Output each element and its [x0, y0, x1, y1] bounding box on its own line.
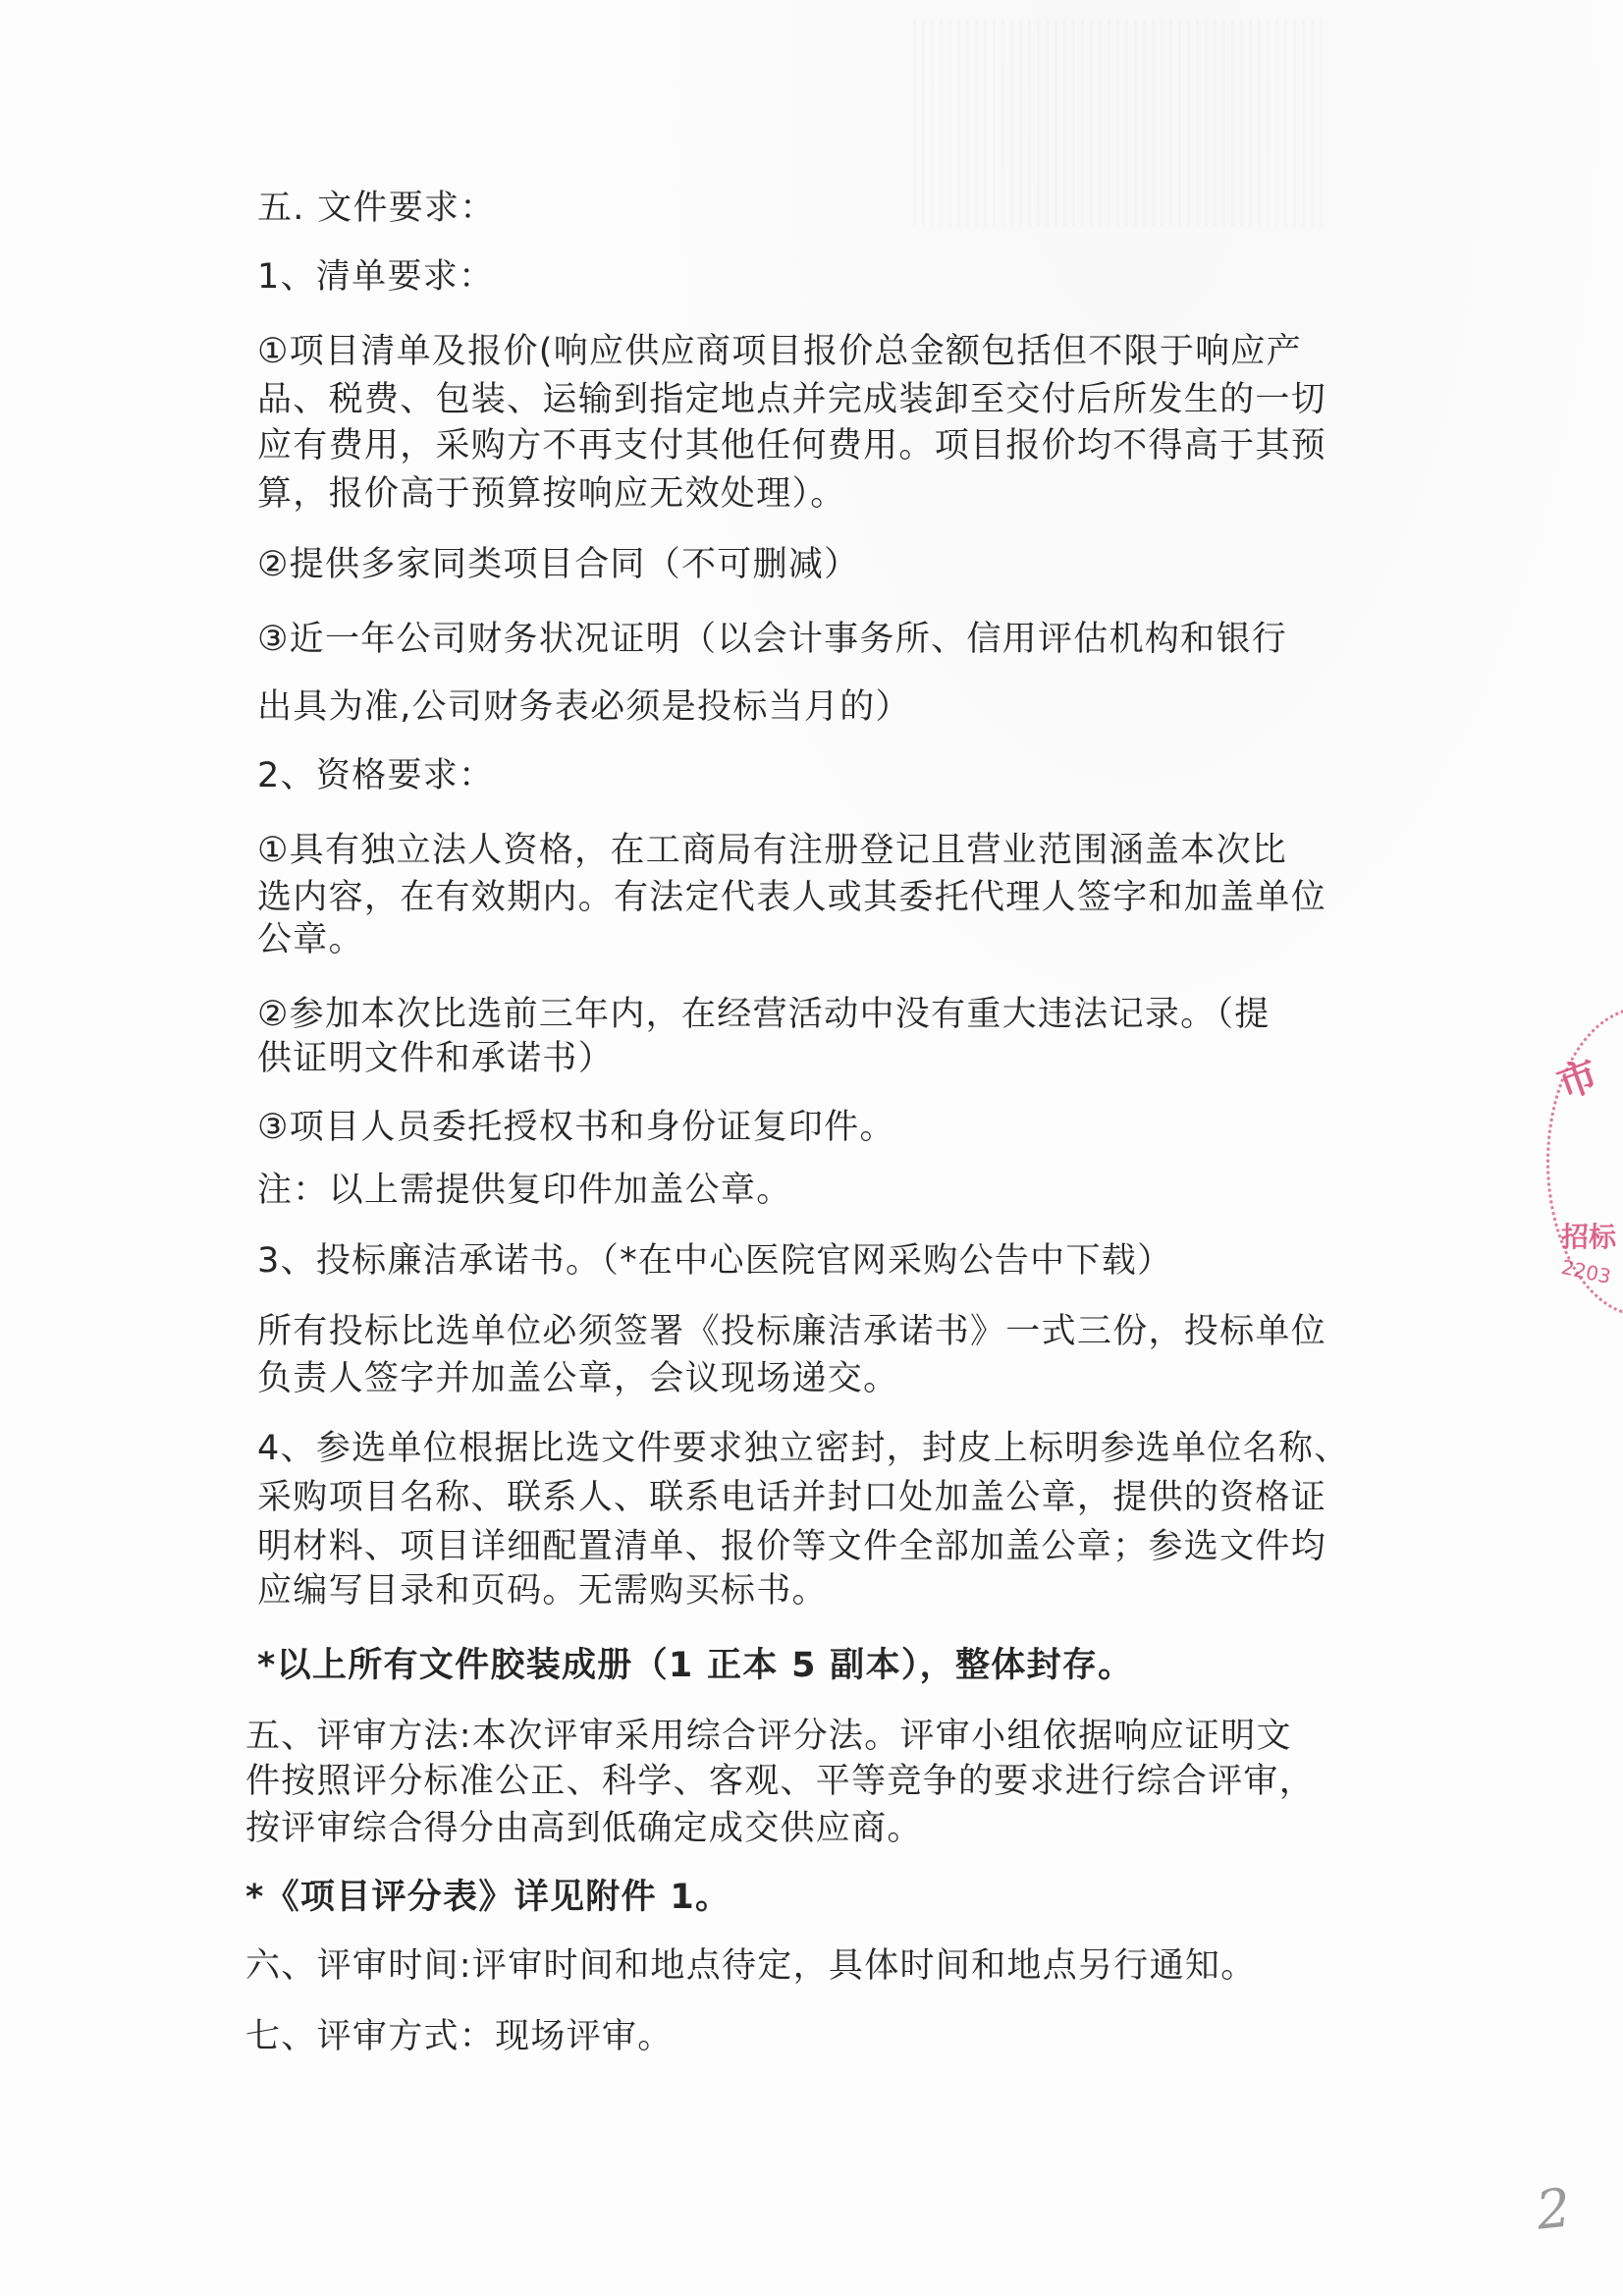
qualification-item-2-line-2: 供证明文件和承诺书） [257, 1039, 615, 1078]
review-mode: 七、评审方式：现场评审。 [245, 2017, 674, 2056]
sealing-line-1: 4、参选单位根据比选文件要求独立密封，封皮上标明参选单位名称、 [257, 1429, 1350, 1468]
handwritten-page-number: 2 [1533, 2176, 1574, 2242]
integrity-body-line-1: 所有投标比选单位必须签署《投标廉洁承诺书》一式三份，投标单位 [257, 1312, 1327, 1351]
qualification-item-1-line-2: 选内容，在有效期内。有法定代表人或其委托代理人签字和加盖单位 [257, 878, 1327, 917]
stamp-char-tender: 招标 [1561, 1221, 1617, 1253]
scan-bleed-through [913, 20, 1325, 226]
stamp-char-city: 市 [1551, 1052, 1604, 1109]
review-method-line-3: 按评审综合得分由高到低确定成交供应商。 [245, 1809, 923, 1848]
list-item-3-line-2: 出具为准,公司财务表必须是投标当月的） [257, 687, 911, 727]
list-item-1-line-3: 应有费用，采购方不再支付其他任何费用。项目报价均不得高于其预 [257, 426, 1327, 465]
integrity-body-line-2: 负责人签字并加盖公章，会议现场递交。 [257, 1359, 899, 1398]
review-method-line-1: 五、评审方法:本次评审采用综合评分法。评审小组依据响应证明文 [245, 1717, 1292, 1756]
list-item-3-line-1: ③近一年公司财务状况证明（以会计事务所、信用评估机构和银行 [257, 620, 1288, 659]
qualification-item-3: ③项目人员委托授权书和身份证复印件。 [257, 1108, 895, 1147]
review-method-line-2: 件按照评分标准公正、科学、客观、平等竞争的要求进行综合评审， [245, 1762, 1316, 1801]
qualification-item-2-line-1: ②参加本次比选前三年内，在经营活动中没有重大违法记录。（提 [257, 995, 1271, 1034]
qualification-note: 注：以上需提供复印件加盖公章。 [257, 1171, 792, 1210]
list-item-1-line-1: ①项目清单及报价(响应供应商项目报价总金额包括但不限于响应产 [257, 332, 1303, 371]
official-seal-stamp [1546, 1007, 1623, 1317]
sealing-line-3: 明材料、项目详细配置清单、报价等文件全部加盖公章；参选文件均 [257, 1527, 1327, 1566]
subsection-title-list-requirements: 1、清单要求： [257, 257, 495, 297]
qualification-item-1-line-3: 公章。 [257, 920, 364, 959]
sealing-line-2: 采购项目名称、联系人、联系电话并封口处加盖公章，提供的资格证 [257, 1478, 1327, 1517]
subsection-title-integrity-commitment: 3、投标廉洁承诺书。（*在中心医院官网采购公告中下载） [257, 1241, 1173, 1281]
subsection-title-qualification-requirements: 2、资格要求： [257, 756, 495, 795]
binding-note: *以上所有文件胶装成册（1 正本 5 副本），整体封存。 [257, 1646, 1134, 1685]
list-item-1-line-2: 品、税费、包装、运输到指定地点并完成装卸至交付后所发生的一切 [257, 380, 1327, 419]
list-item-2: ②提供多家同类项目合同（不可删减） [257, 545, 860, 584]
stamp-number: 2203 [1559, 1254, 1613, 1289]
list-item-1-line-4: 算，报价高于预算按响应无效处理）。 [257, 474, 846, 514]
section-title-file-requirements: 五. 文件要求： [257, 189, 496, 228]
sealing-line-4: 应编写目录和页码。无需购买标书。 [257, 1571, 828, 1611]
review-time: 六、评审时间:评审时间和地点待定，具体时间和地点另行通知。 [245, 1946, 1257, 1986]
scoring-table-note: *《项目评分表》详见附件 1。 [245, 1878, 731, 1917]
qualification-item-1-line-1: ①具有独立法人资格，在工商局有注册登记且营业范围涵盖本次比 [257, 831, 1288, 870]
